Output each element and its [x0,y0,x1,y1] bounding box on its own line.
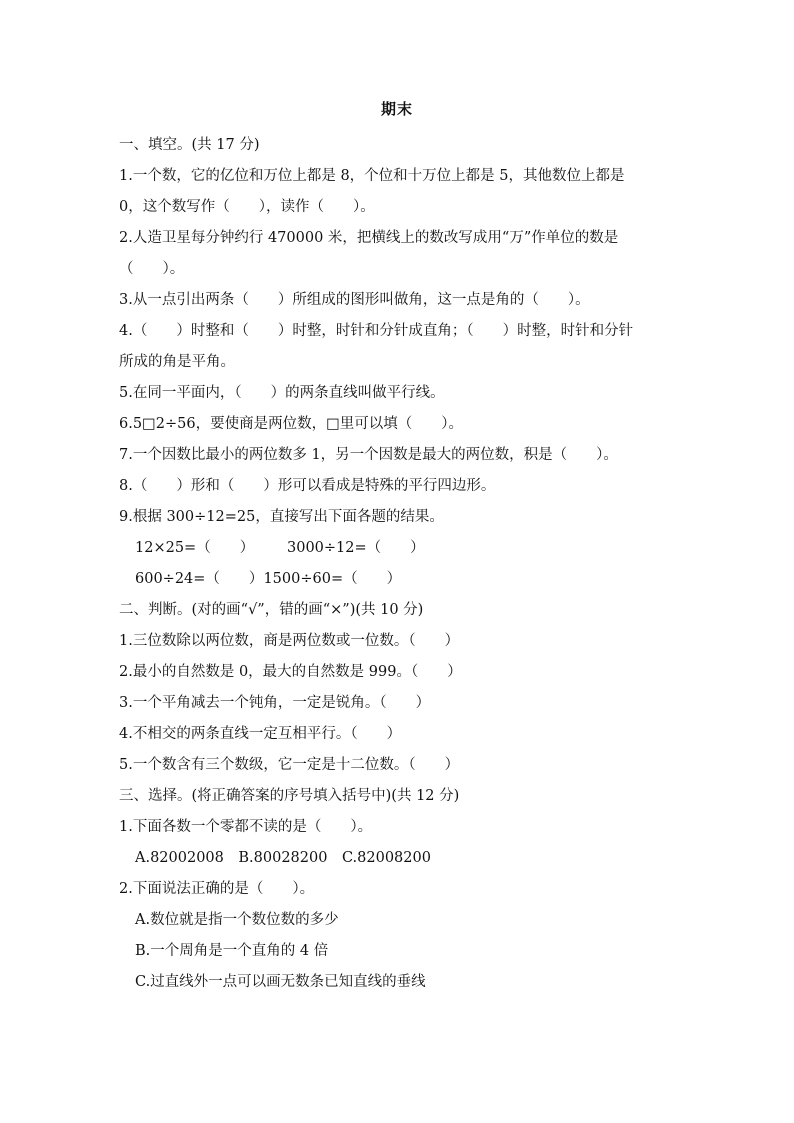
question-text: 4.不相交的两条直线一定互相平行。（ ） [119,726,402,742]
question-text: 8.（ ）形和（ ）形可以看成是特殊的平行四边形。 [119,478,496,494]
question-text: 6.5□2÷56，要使商是两位数，□里可以填（ ）。 [119,416,464,432]
calc-item: 600÷24=（ ） [135,571,264,587]
calc-row [119,564,689,595]
calc-item: 12×25=（ ） [135,540,255,556]
choice-option: C.过直线外一点可以画无数条已知直线的垂线 [135,974,426,990]
choice-options: A.82002008 B.80028200 C.82008200 [135,850,431,866]
question-text: 2.最小的自然数是 0，最大的自然数是 999。（ ） [119,664,462,680]
question-text: 5.一个数含有三个数级，它一定是十二位数。（ ） [119,757,460,773]
question-text: （ ）。 [119,261,185,277]
question-text: 2.下面说法正确的是（ ）。 [119,881,315,897]
choice-option: A.数位就是指一个数位数的多少 [135,912,339,928]
question-text: 1.三位数除以两位数，商是两位数或一位数。（ ） [119,633,460,649]
question-text: 1.一个数，它的亿位和万位上都是 8，个位和十万位上都是 5，其他数位上都是 [119,168,625,184]
section-heading-choice: 三、选择。(将正确答案的序号填入括号中)(共 12 分) [119,788,460,804]
choice-option: B.一个周角是一个直角的 4 倍 [135,943,329,959]
calc-item: 3000÷12=（ ） [287,540,425,556]
question-text: 5.在同一平面内，（ ）的两条直线叫做平行线。 [119,385,445,401]
question-text: 9.根据 300÷12=25，直接写出下面各题的结果。 [119,509,444,525]
question-text: 4.（ ）时整和（ ）时整，时针和分针成直角；（ ）时整，时针和分针 [119,323,634,339]
calc-row [119,533,689,564]
question-text: 所成的角是平角。 [119,354,235,370]
page-title: 期末 [380,100,413,118]
section-heading-judge: 二、判断。(对的画“√”，错的画“×”)(共 10 分) [119,602,424,618]
question-text: 3.一个平角减去一个钝角，一定是锐角。（ ） [119,695,431,711]
exam-content [119,130,689,998]
section-heading-fill-blank: 一、填空。(共 17 分) [119,137,260,153]
question-text: 3.从一点引出两条（ ）所组成的图形叫做角，这一点是角的（ ）。 [119,292,590,308]
calc-item: 1500÷60=（ ） [263,571,402,587]
question-text: 1.下面各数一个零都不读的是（ ）。 [119,819,373,835]
question-text: 7.一个因数比最小的两位数多 1，另一个因数是最大的两位数，积是（ ）。 [119,447,618,463]
question-text: 2.人造卫星每分钟约行 470000 米，把横线上的数改写成用“万”作单位的数是 [119,230,619,246]
question-text: 0，这个数写作（ ），读作（ ）。 [119,199,375,215]
